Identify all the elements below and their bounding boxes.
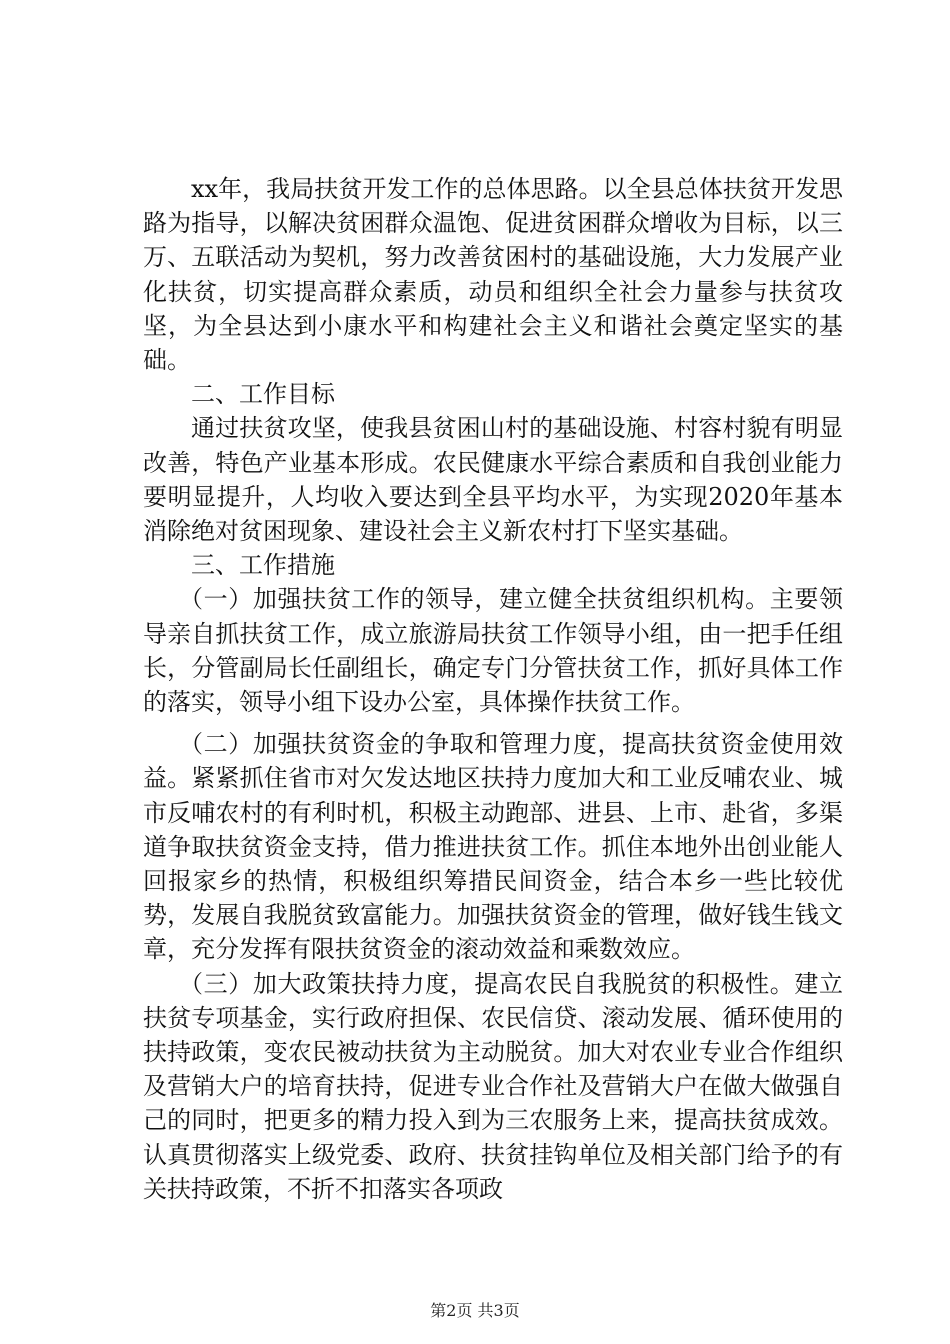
heading-work-measures: 三、工作措施 <box>191 551 335 580</box>
paragraph-measure-3: （三）加大政策扶持力度，提高农民自我脱贫的积极性。建立扶贫专项基金，实行政府担保、农民信贷、滚动发展、循环使用的扶持政策，变农民被动扶贫为主动脱贫。加大对农业专业合作组织及营销大户的培育扶持，促进专业合作社及营销大户在做大做强自己的同时，把更多的精力投入到为三农服务上来，提高扶贫成效。认真贯彻落实上级党委、政府、扶贫挂钩单位及相关部门给予的有关扶持政策，不折不扣落实各项政 <box>143 969 843 1203</box>
document-body <box>143 172 843 1206</box>
paragraph-overall-approach: xx年，我局扶贫开发工作的总体思路。以全县总体扶贫开发思路为指导，以解决贫困群众温饱、促进贫困群众增收为目标，以三万、五联活动为契机，努力改善贫困村的基础设施，大力发展产业化扶贫，切实提高群众素质，动员和组织全社会力量参与扶贫攻坚，为全县达到小康水平和构建社会主义和谐社会奠定坚实的基础。 <box>143 175 843 375</box>
paragraph-measure-1: （一）加强扶贫工作的领导，建立健全扶贫组织机构。主要领导亲自抓扶贫工作，成立旅游局扶贫工作领导小组，由一把手任组长，分管副局长任副组长，确定专门分管扶贫工作，抓好具体工作的落实，领导小组下设办公室，具体操作扶贫工作。 <box>143 585 843 717</box>
heading-work-goals: 二、工作目标 <box>191 380 335 409</box>
page-footer: 第2页 共3页 <box>430 1301 520 1320</box>
paragraph-work-goals: 通过扶贫攻坚，使我县贫困山村的基础设施、村容村貌有明显改善，特色产业基本形成。农民健康水平综合素质和自我创业能力要明显提升，人均收入要达到全县平均水平，为实现2020年基本消除绝对贫困现象、建设社会主义新农村打下坚实基础。 <box>143 414 843 546</box>
paragraph-measure-2: （二）加强扶贫资金的争取和管理力度，提高扶贫资金使用效益。紧紧抓住省市对欠发达地区扶持力度加大和工业反哺农业、城市反哺农村的有利时机，积极主动跑部、进县、上市、赴省，多渠道争取扶贫资金支持，借力推进扶贫工作。抓住本地外出创业能人回报家乡的热情，积极组织筹措民间资金，结合本乡一些比较优势，发展自我脱贫致富能力。加强扶贫资金的管理，做好钱生钱文章，充分发挥有限扶贫资金的滚动效益和乘数效应。 <box>143 730 843 964</box>
